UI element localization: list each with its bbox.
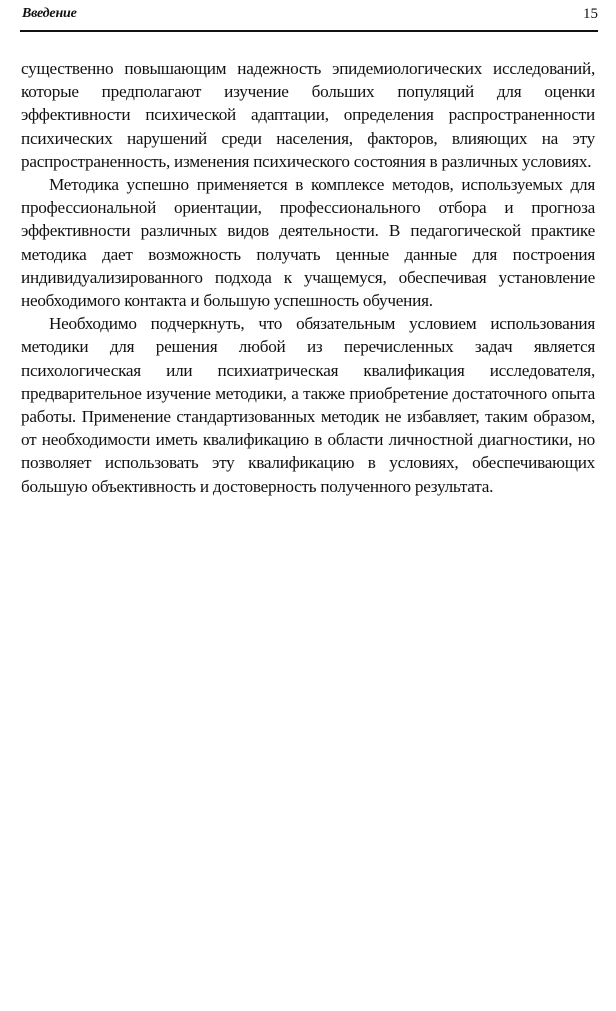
paragraph-continued: существенно повышающим надежность эпидемиологических исследований, которые предполагают изучение больших популяций для оценки эффективности психической адаптации, определения распространенности психических нарушений среди населения, факторов, влияющих на эту распространенность, изменения психического состояния в различных условиях. xyxy=(21,59,595,171)
page-number: 15 xyxy=(583,6,598,22)
body-text xyxy=(21,57,595,498)
paragraph-methodology-application: Методика успешно применяется в комплексе методов, используемых для профессиональной ориентации, профессионального отбора и прогноза эффективности различных видов деятельности. В педагогической практике методика дает возможность получать ценные данные для построения индивидуализированного подхода к учащемуся, обеспечивая установление необходимого контакта и большую успешность обучения. xyxy=(21,175,595,311)
section-title: Введение xyxy=(22,6,77,21)
running-head xyxy=(20,6,598,26)
paragraph-qualification-requirement: Необходимо подчеркнуть, что обязательным условием использования методики для решения любой из перечисленных задач является психологическая или психиатрическая квалификация исследователя, предварительное изучение методики, а также приобретение достаточного опыта работы. Применение стандартизованных методик не избавляет, таким образом, от необходимости иметь квалификацию в области личностной диагностики, но позволяет использовать эту квалификацию в условиях, обеспечивающих большую объективность и достоверность полученного результата. xyxy=(21,314,595,496)
header-rule xyxy=(20,30,598,32)
